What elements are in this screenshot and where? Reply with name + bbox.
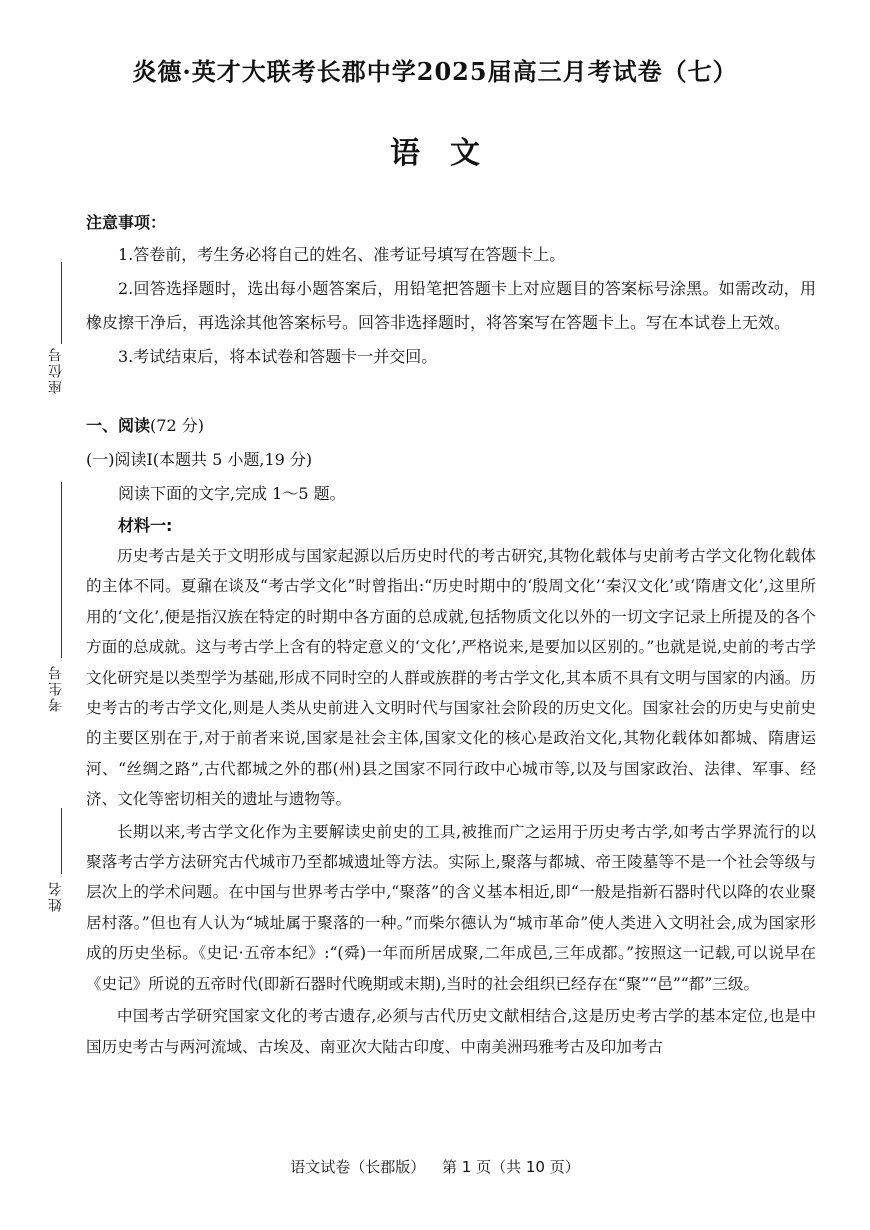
seat-number-line	[61, 262, 62, 344]
name-line	[61, 808, 62, 874]
notes-heading: 注意事项：	[86, 213, 167, 232]
name-label: 姓名	[48, 880, 64, 912]
passage-paragraph: 历史考古是关于文明形成与国家起源以后历史时代的考古研究,其物化载体与史前考古学文化物化载体的主体不同。夏鼐在谈及“考古学文化”时曾指出:“历史时期中的‘殷周文化’‘秦汉文化’或‘隋唐文化’,这里所用的‘文化’,便是指汉族在特定的时期中各方面的总成就,包括物质文化以外的一切文字记录上所提及的各个方面的总成就。这与考古学上含有的特定意义的‘文化’,严格说来,是要加以区别的。”也就是说,史前的考古学文化研究是以类型学为基础,形成不同时空的人群或族群的考古学文化,其本质不具有文明与国家的内涵。历史考古的考古学文化,则是人类从史前进入文明时代与国家社会阶段的历史文化。国家社会的历史与史前史的主要区别在于,对于前者来说,国家是社会主体,国家文化的核心是政治文化,其物化载体如都城、隋唐运河、“丝绸之路”,古代都城之外的郡(州)县之国家不同行政中心城市等,以及与国家政治、法律、军事、经济、文化等密切相关的遗址与遗物等。	[86, 547, 816, 809]
section-heading	[86, 410, 816, 442]
subject-title: 语文	[390, 136, 510, 171]
note-item: 1.答卷前，考生务必将自己的姓名、准考证号填写在答题卡上。	[118, 245, 566, 264]
passage-paragraph: 长期以来,考古学文化作为主要解读史前史的工具,被推而广之运用于历史考古学,如考古学界流行的以聚落考古学方法研究古代城市乃至都城遗址等方法。实际上,聚落与都城、帝王陵墓等不是一个社会等级与层次上的学术问题。在中国与世界考古学中,“聚落”的含义基本相近,即“一般是指新石器时代以降的农业聚居村落。”但也有人认为“城址属于聚落的一种。”而柴尔德认为“城市革命”使人类进入文明社会,成为国家形成的历史坐标。《史记·五帝本纪》:“(舜)一年而所居成聚,二年成邑,三年成都。”按照这一记载,可以说早在《史记》所说的五帝时代(即新石器时代晚期或末期),当时的社会组织已经存在“聚”“邑”“都”三级。	[86, 822, 816, 993]
reading-instruction: 阅读下面的文字,完成 1～5 题。	[118, 484, 346, 503]
subsection-heading: (一)阅读Ⅰ(本题共 5 小题,19 分)	[86, 450, 313, 469]
notes-list	[86, 238, 816, 374]
exam-id-label: 考生号	[48, 664, 64, 712]
note-item: 2.回答选择题时，选出每小题答案后，用铅笔把答题卡上对应题目的答案标号涂黑。如需改动，用橡皮擦干净后，再选涂其他答案标号。回答非选择题时，将答案写在答题卡上。写在本试卷上无效。	[86, 279, 816, 332]
section-title: 一、阅读	[86, 416, 151, 435]
page-footer	[0, 1156, 870, 1177]
exam-title: 炎德·英才大联考长郡中学2025届高三月考试卷（七）	[132, 57, 738, 86]
material-label: 材料一:	[118, 516, 173, 535]
passage-paragraph: 中国考古学研究国家文化的考古遗存,必须与古代历史文献相结合,这是历史考古学的基本定位,也是中国历史考古与两河流域、古埃及、南亚次大陆古印度、中南美洲玛雅考古及印加考古	[86, 1007, 816, 1056]
footer-paper: 语文试卷（长郡版）	[290, 1158, 426, 1176]
section-score: (72 分)	[150, 416, 204, 435]
reading-passage	[86, 541, 816, 1064]
seat-number-label: 座位号	[48, 346, 64, 394]
exam-id-line	[61, 482, 62, 658]
footer-page-number: 第 1 页（共 10 页）	[442, 1158, 580, 1176]
note-item: 3.考试结束后，将本试卷和答题卡一并交回。	[118, 347, 438, 366]
